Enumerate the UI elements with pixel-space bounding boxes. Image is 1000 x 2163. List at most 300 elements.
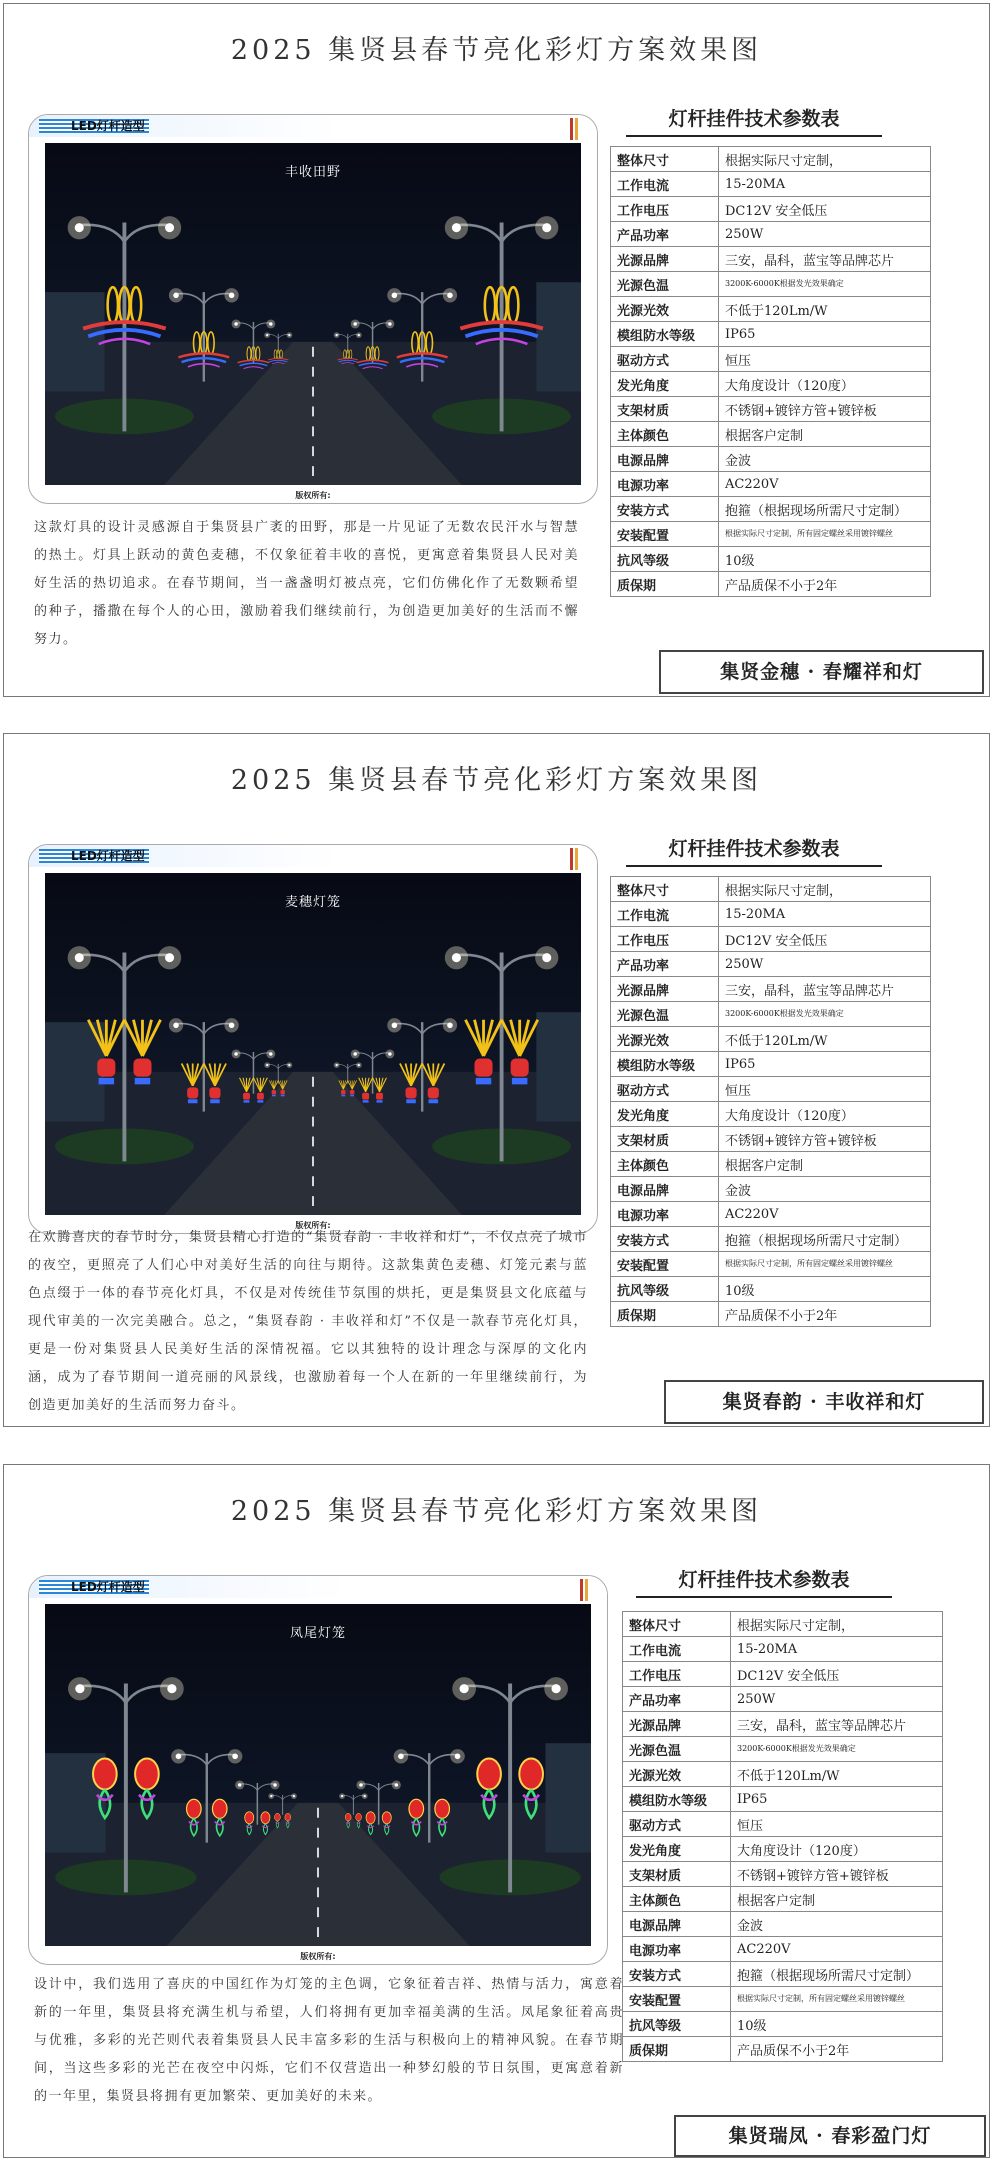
lantern-shape	[272, 1090, 276, 1094]
spec-row	[611, 547, 931, 572]
spec-value: 根据实际尺寸定制，所有固定螺丝采用镀锌螺丝	[719, 1252, 931, 1277]
spec-key: 安装配置	[623, 1987, 731, 2012]
spec-row	[623, 1762, 943, 1787]
spec-value: IP65	[719, 322, 931, 347]
spec-value: 恒压	[719, 347, 931, 372]
lamp-head-shape	[388, 1052, 391, 1055]
lantern-shape	[133, 1059, 151, 1077]
spec-value: IP65	[719, 1052, 931, 1077]
spec-value: 金波	[719, 447, 931, 472]
red-lantern-shape	[261, 1812, 270, 1824]
spec-key: 整体尺寸	[611, 877, 719, 902]
spec-key: 产品功率	[623, 1687, 731, 1712]
spec-key: 光源色温	[611, 272, 719, 297]
spec-row	[611, 222, 931, 247]
spec-row	[611, 1277, 931, 1302]
lantern-shape	[209, 1087, 220, 1098]
lamp-head-shape	[341, 1795, 343, 1797]
street-scene	[45, 1604, 591, 1946]
spec-value: 15-20MA	[731, 1637, 943, 1662]
red-lantern-shape	[275, 1813, 281, 1821]
frame-label: LED灯杆造型	[71, 119, 145, 133]
lamp-head-shape	[293, 1795, 295, 1797]
spec-row	[611, 1252, 931, 1277]
spec-key: 电源品牌	[611, 447, 719, 472]
lantern-tassel-shape	[281, 1095, 285, 1097]
product-name: 集贤金穗 · 春耀祥和灯	[720, 661, 923, 683]
lamp-head-shape	[167, 1684, 176, 1693]
spec-row	[611, 347, 931, 372]
spec-key: 光源品牌	[611, 977, 719, 1002]
spec-row	[611, 272, 931, 297]
lantern-shape	[350, 1090, 354, 1094]
spec-key: 主体颜色	[623, 1887, 731, 1912]
spec-row	[623, 1712, 943, 1737]
product-name-box	[674, 2115, 986, 2157]
red-lantern-shape	[409, 1799, 424, 1818]
spec-row	[611, 1227, 931, 1252]
spec-row	[611, 422, 931, 447]
spec-row	[611, 977, 931, 1002]
red-lantern-shape	[285, 1813, 291, 1821]
spec-key: 主体颜色	[611, 422, 719, 447]
lamp-head-shape	[358, 334, 360, 336]
spec-key: 光源色温	[611, 1002, 719, 1027]
lamp-head-shape	[229, 1023, 235, 1029]
spec-key: 模组防水等级	[611, 322, 719, 347]
spec-row	[611, 197, 931, 222]
lantern-tassel-shape	[188, 1099, 198, 1103]
spec-row	[611, 952, 931, 977]
lamp-head-shape	[270, 1795, 272, 1797]
lamp-head-shape	[552, 1684, 561, 1693]
wheat-ear-shape	[485, 287, 495, 323]
spec-row	[611, 902, 931, 927]
lamp-head-shape	[229, 293, 235, 299]
spec-key: 产品功率	[611, 222, 719, 247]
lantern-shape	[341, 1090, 345, 1094]
spec-row	[611, 1052, 931, 1077]
spec-row	[611, 1127, 931, 1152]
spec-key: 支架材质	[611, 397, 719, 422]
lantern-tassel-shape	[272, 1095, 276, 1097]
spec-row	[623, 1612, 943, 1637]
spec-row	[611, 247, 931, 272]
spec-value: AC220V	[731, 1937, 943, 1962]
red-lantern-shape	[477, 1758, 501, 1789]
spec-value: 不低于120Lm/W	[731, 1762, 943, 1787]
spec-key: 安装配置	[611, 522, 719, 547]
spec-key: 工作电压	[623, 1662, 731, 1687]
spec-table	[610, 876, 931, 1327]
spec-rows	[611, 147, 931, 597]
spec-key: 发光角度	[611, 1102, 719, 1127]
spec-key: 电源功率	[623, 1937, 731, 1962]
lamp-head-shape	[447, 1023, 453, 1029]
lamp-head-shape	[173, 293, 179, 299]
lamp-head-shape	[452, 953, 461, 962]
rendering-frame	[28, 844, 598, 1234]
spec-key: 工作电流	[611, 172, 719, 197]
lamp-head-shape	[336, 1064, 338, 1066]
spec-row	[611, 1027, 931, 1052]
spec-key: 安装方式	[611, 497, 719, 522]
lantern-shape	[428, 1087, 439, 1098]
lantern-shape	[474, 1059, 492, 1077]
lamp-head-shape	[266, 1064, 268, 1066]
spec-key: 安装配置	[611, 1252, 719, 1277]
building-right-shape	[536, 282, 581, 391]
lamp-head-shape	[542, 223, 551, 232]
spec-row	[611, 1002, 931, 1027]
spec-key: 电源功率	[611, 1202, 719, 1227]
spec-key: 安装方式	[623, 1962, 731, 1987]
spec-value: 产品质保不小于2年	[731, 2037, 943, 2062]
lantern-tassel-shape	[363, 1100, 369, 1102]
lamp-head-shape	[460, 1684, 469, 1693]
spec-value: AC220V	[719, 1202, 931, 1227]
frame-label: LED灯杆造型	[71, 849, 145, 863]
spec-key: 驱动方式	[623, 1812, 731, 1837]
spec-key: 支架材质	[611, 1127, 719, 1152]
spec-value: DC12V 安全低压	[719, 927, 931, 952]
scene-title: 麦穗灯笼	[284, 895, 341, 910]
spec-value: 15-20MA	[719, 902, 931, 927]
lamp-head-shape	[353, 322, 356, 325]
lamp-head-shape	[75, 1684, 84, 1693]
spec-value: 产品质保不小于2年	[719, 1302, 931, 1327]
spec-row	[623, 1787, 943, 1812]
lamp-head-shape	[75, 953, 84, 962]
night-street-rendering	[45, 1604, 591, 1946]
lamp-head-shape	[238, 1783, 242, 1786]
spec-key: 产品功率	[611, 952, 719, 977]
red-lantern-shape	[366, 1812, 375, 1824]
spec-value: 三安，晶科，蓝宝等品牌芯片	[731, 1712, 943, 1737]
red-lantern-shape	[345, 1813, 351, 1821]
spec-row	[623, 1962, 943, 1987]
spec-table-title: 灯杆挂件技术参数表	[644, 1565, 884, 1592]
spec-key: 光源光效	[623, 1762, 731, 1787]
spec-row	[623, 2037, 943, 2062]
lamp-head-shape	[455, 1754, 461, 1760]
lamp-head-shape	[388, 322, 391, 325]
spec-row	[611, 147, 931, 172]
spec-key: 电源品牌	[623, 1912, 731, 1937]
spec-row	[623, 1887, 943, 1912]
spec-value: 三安，晶科，蓝宝等品牌芯片	[719, 247, 931, 272]
red-lantern-shape	[382, 1812, 391, 1824]
lamp-head-shape	[358, 1064, 360, 1066]
spec-value: 根据客户定制	[719, 1152, 931, 1177]
lantern-shape	[280, 1090, 284, 1094]
spec-value: 15-20MA	[719, 172, 931, 197]
spec-value: AC220V	[719, 472, 931, 497]
spec-value: 大角度设计（120度）	[719, 372, 931, 397]
rendering-frame	[28, 1575, 608, 1965]
spec-key: 光源光效	[611, 297, 719, 322]
product-name: 集贤瑞凤 · 春彩盈门灯	[728, 2125, 932, 2147]
spec-value: 不低于120Lm/W	[719, 1027, 931, 1052]
spec-row	[623, 1687, 943, 1712]
lantern-tassel-shape	[257, 1100, 263, 1102]
scene-title: 凤尾灯笼	[289, 1626, 346, 1641]
spec-value: DC12V 安全低压	[731, 1662, 943, 1687]
spec-row	[623, 1987, 943, 2012]
spec-key: 工作电压	[611, 197, 719, 222]
corner-mark	[570, 848, 580, 870]
lamp-head-shape	[266, 334, 268, 336]
red-lantern-shape	[135, 1758, 159, 1789]
frame-header	[29, 845, 597, 867]
description-text: 这款灯具的设计灵感源自于集贤县广袤的田野，那是一片见证了无数农民汗水与智慧的热土。灯具上跃动的黄色麦穗，不仅象征着丰收的喜悦，更寓意着集贤县人民对美好生活的热切追求。在春节期间，当一盏盏明灯被点亮，它们仿佛化作了无数颗希望的种子，播撒在每个人的心田，激励着我们继续前行，为创造更加美好的生活而不懈努力。	[34, 520, 579, 647]
spec-row	[611, 372, 931, 397]
building-left-shape	[45, 292, 105, 391]
spec-key: 驱动方式	[611, 1077, 719, 1102]
spec-row	[611, 877, 931, 902]
spec-value: 根据客户定制	[719, 422, 931, 447]
street-scene	[45, 143, 581, 485]
spec-key: 整体尺寸	[623, 1612, 731, 1637]
night-street-rendering	[45, 873, 581, 1215]
lantern-shape	[511, 1059, 529, 1077]
lamp-head-shape	[392, 1023, 398, 1029]
lamp-head-shape	[288, 1064, 290, 1066]
spec-value: 不锈钢+镀锌方管+镀锌板	[719, 1127, 931, 1152]
lamp-head-shape	[359, 1783, 363, 1786]
lamp-head-shape	[165, 953, 174, 962]
spec-key: 电源品牌	[611, 1177, 719, 1202]
spec-row	[623, 1637, 943, 1662]
spec-row	[611, 497, 931, 522]
spec-table	[622, 1611, 943, 2062]
building-right-shape	[536, 1012, 581, 1121]
night-street-rendering	[45, 143, 581, 485]
plan-panel-1	[3, 3, 990, 697]
spec-key: 质保期	[611, 572, 719, 597]
lamp-head-shape	[269, 1052, 272, 1055]
spec-key: 光源色温	[623, 1737, 731, 1762]
lamp-head-shape	[353, 1052, 356, 1055]
spec-key: 光源光效	[611, 1027, 719, 1052]
copyright-label: 版权所有:	[300, 1952, 336, 1961]
spec-value: 大角度设计（120度）	[719, 1102, 931, 1127]
spec-key: 质保期	[611, 1302, 719, 1327]
rendering-frame	[28, 114, 598, 504]
lamp-head-shape	[336, 334, 338, 336]
lamp-head-shape	[542, 953, 551, 962]
spec-value: 根据实际尺寸定制，所有固定螺丝采用镀锌螺丝	[731, 1987, 943, 2012]
spec-row	[611, 1077, 931, 1102]
spec-row	[623, 1937, 943, 1962]
spec-value: 金波	[731, 1912, 943, 1937]
product-name-box	[659, 650, 984, 694]
spec-value: 不锈钢+镀锌方管+镀锌板	[731, 1862, 943, 1887]
spec-row	[611, 1177, 931, 1202]
plan-panel-3	[3, 1464, 990, 2158]
spec-key: 抗风等级	[623, 2012, 731, 2037]
spec-value: 根据实际尺寸定制，	[719, 877, 931, 902]
lamp-head-shape	[452, 223, 461, 232]
spec-row	[611, 1302, 931, 1327]
spec-value: 大角度设计（120度）	[731, 1837, 943, 1862]
spec-value: 250W	[719, 222, 931, 247]
spec-value: 不锈钢+镀锌方管+镀锌板	[719, 397, 931, 422]
spec-row	[611, 172, 931, 197]
spec-key: 光源品牌	[623, 1712, 731, 1737]
lantern-tassel-shape	[429, 1099, 439, 1103]
spec-row	[611, 447, 931, 472]
wheat-ear-shape	[131, 287, 141, 323]
street-scene	[45, 873, 581, 1215]
red-lantern-shape	[519, 1758, 543, 1789]
lamp-head-shape	[395, 1783, 399, 1786]
spec-key: 发光角度	[611, 372, 719, 397]
spec-value: 根据实际尺寸定制，所有固定螺丝采用镀锌螺丝	[719, 522, 931, 547]
wheat-ear-shape	[508, 287, 518, 323]
spec-row	[623, 1737, 943, 1762]
spec-value: 抱箍（根据现场所需尺寸定制）	[731, 1962, 943, 1987]
frame-label: LED灯杆造型	[71, 1580, 145, 1594]
lantern-shape	[243, 1093, 250, 1100]
spec-row	[611, 397, 931, 422]
lantern-shape	[97, 1059, 115, 1077]
spec-value: 恒压	[731, 1812, 943, 1837]
spec-key: 支架材质	[623, 1862, 731, 1887]
lantern-tassel-shape	[377, 1100, 383, 1102]
spec-key: 模组防水等级	[611, 1052, 719, 1077]
spec-key: 工作电流	[611, 902, 719, 927]
spec-value: 根据实际尺寸定制，	[719, 147, 931, 172]
panel-title: 2025 集贤县春节亮化彩灯方案效果图	[230, 1496, 763, 1527]
product-name: 集贤春韵 · 丰收祥和灯	[722, 1391, 926, 1413]
spec-row	[611, 1102, 931, 1127]
spec-value: 恒压	[719, 1077, 931, 1102]
lamp-head-shape	[75, 223, 84, 232]
lamp-head-shape	[447, 293, 453, 299]
spec-row	[611, 927, 931, 952]
spec-value: 250W	[731, 1687, 943, 1712]
spec-row	[611, 522, 931, 547]
lantern-tassel-shape	[350, 1095, 354, 1097]
lantern-shape	[406, 1087, 417, 1098]
lantern-tassel-shape	[244, 1100, 250, 1102]
spec-key: 发光角度	[623, 1837, 731, 1862]
spec-key: 工作电压	[611, 927, 719, 952]
lantern-tassel-shape	[512, 1078, 527, 1084]
spec-key: 模组防水等级	[623, 1787, 731, 1812]
spec-key: 工作电流	[623, 1637, 731, 1662]
building-right-shape	[546, 1743, 592, 1852]
lamp-head-shape	[398, 1754, 404, 1760]
spec-value: 根据实际尺寸定制，	[731, 1612, 943, 1637]
lamp-head-shape	[232, 1754, 238, 1760]
spec-row	[611, 1152, 931, 1177]
plan-panel-2	[3, 733, 990, 1427]
red-lantern-shape	[93, 1758, 117, 1789]
lantern-tassel-shape	[476, 1078, 491, 1084]
lamp-head-shape	[176, 1754, 182, 1760]
spec-value: IP65	[731, 1787, 943, 1812]
panel-title: 2025 集贤县春节亮化彩灯方案效果图	[230, 35, 763, 66]
lamp-head-shape	[364, 1795, 366, 1797]
lantern-tassel-shape	[135, 1078, 150, 1084]
corner-mark	[580, 1579, 590, 1601]
spec-row	[623, 1812, 943, 1837]
spec-value: 三安，晶科，蓝宝等品牌芯片	[719, 977, 931, 1002]
lamp-head-shape	[234, 322, 237, 325]
spec-value: 根据客户定制	[731, 1887, 943, 1912]
spec-key: 电源功率	[611, 472, 719, 497]
spec-key: 抗风等级	[611, 547, 719, 572]
lamp-head-shape	[269, 322, 272, 325]
spec-row	[611, 322, 931, 347]
red-lantern-shape	[435, 1799, 450, 1818]
lantern-shape	[362, 1093, 369, 1100]
corner-mark	[570, 118, 580, 140]
spec-value: 抱箍（根据现场所需尺寸定制）	[719, 1227, 931, 1252]
lantern-tassel-shape	[99, 1078, 114, 1084]
spec-value: 10级	[731, 2012, 943, 2037]
copyright-label: 版权所有:	[295, 491, 331, 500]
spec-value: 250W	[719, 952, 931, 977]
spec-key: 质保期	[623, 2037, 731, 2062]
spec-table	[610, 146, 931, 597]
spec-value: 3200K-6000K根据发光效果确定	[719, 1002, 931, 1027]
copyright-label: 版权所有:	[295, 1221, 331, 1230]
spec-row	[611, 297, 931, 322]
lantern-tassel-shape	[210, 1099, 220, 1103]
spec-key: 主体颜色	[611, 1152, 719, 1177]
spec-row	[623, 2012, 943, 2037]
spec-key: 驱动方式	[611, 347, 719, 372]
spec-value: 抱箍（根据现场所需尺寸定制）	[719, 497, 931, 522]
lamp-head-shape	[165, 223, 174, 232]
lantern-tassel-shape	[406, 1099, 416, 1103]
spec-rows	[623, 1612, 943, 2062]
spec-table-title: 灯杆挂件技术参数表	[634, 834, 874, 861]
lamp-head-shape	[234, 1052, 237, 1055]
red-lantern-shape	[245, 1812, 254, 1824]
lantern-tassel-shape	[341, 1095, 345, 1097]
frame-header	[29, 1576, 607, 1598]
spec-key: 整体尺寸	[611, 147, 719, 172]
spec-value: DC12V 安全低压	[719, 197, 931, 222]
spec-key: 安装方式	[611, 1227, 719, 1252]
spec-row	[611, 472, 931, 497]
frame-header	[29, 115, 597, 137]
lantern-shape	[376, 1093, 383, 1100]
spec-row	[611, 572, 931, 597]
spec-key: 抗风等级	[611, 1277, 719, 1302]
lamp-head-shape	[392, 293, 398, 299]
spec-value: 金波	[719, 1177, 931, 1202]
spec-table-title: 灯杆挂件技术参数表	[634, 104, 874, 131]
lamp-head-shape	[288, 334, 290, 336]
spec-value: 3200K-6000K根据发光效果确定	[731, 1737, 943, 1762]
red-lantern-shape	[212, 1799, 227, 1818]
spec-value: 不低于120Lm/W	[719, 297, 931, 322]
description-text: 在欢腾喜庆的春节时分，集贤县精心打造的“集贤春韵 · 丰收祥和灯”，不仅点亮了城市的夜空，更照亮了人们心中对美好生活的向往与期待。这款集黄色麦穗、灯笼元素与蓝色点缀于一体的春节亮化灯具，不仅是对传统佳节氛围的烘托，更是集贤县文化底蕴与现代审美的一次完美融合。总之，“集贤春韵 · 丰收祥和灯”不仅是一款春节亮化灯具，更是一份对集贤县人民美好生活的深情祝福。它以其独特的设计理念与深厚的文化内涵，成为了春节期间一道亮丽的风景线，也激励着每一个人在新的一年里继续前行，为创造更加美好的生活而努力奋斗。	[28, 1230, 588, 1413]
spec-value: 10级	[719, 1277, 931, 1302]
spec-key: 光源品牌	[611, 247, 719, 272]
spec-value: 产品质保不小于2年	[719, 572, 931, 597]
spec-rows	[611, 877, 931, 1327]
wheat-ear-shape	[108, 287, 118, 323]
lamp-head-shape	[173, 1023, 179, 1029]
spec-row	[623, 1862, 943, 1887]
red-lantern-shape	[187, 1799, 202, 1818]
